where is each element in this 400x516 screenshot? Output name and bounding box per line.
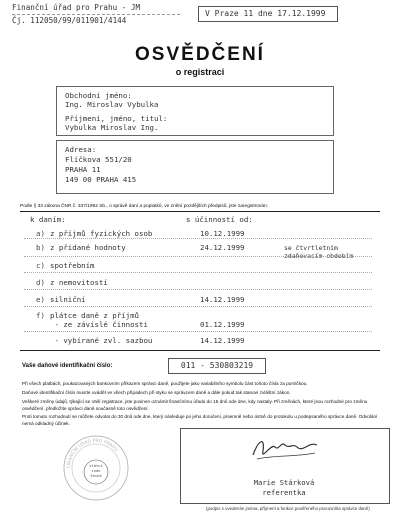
tax-row-label: plátce daně z příjmů - ze závislé činnosti [50,311,148,329]
law-text: Podle § 33 zákona ČNR č. 337/1992 Sb., o správě daní a poplatků, ve znění pozdějších předpisů, jste zaregistrován: [20,204,268,209]
stamp-center-text: státní znak česká [89,463,103,478]
signature-footnote: (podpis s uvedením jména, příjmení a funkce pověřeného pracovníka správce daně) [206,506,370,511]
address-line: 149 00 PRAHA 415 [65,175,137,184]
row-mark: b) [36,243,45,252]
info-paragraph: Při všech platbách, poukazovaných bankovním příkazem správci daně, použijete jako variabilního symbolu část tohoto čísla za pomlčkou. [22,381,308,386]
tax-row-date: 14.12.1999 [200,336,245,345]
date-place-box: V Praze 11 dne 17.12.1999 [198,6,338,22]
signature-icon [245,433,325,465]
person-value: Vybulka Miroslav Ing. [65,123,159,132]
address-line: PRAHA 11 [65,165,101,174]
tax-row-date: 01.12.1999 [200,320,245,329]
tax-id-value: 011 - 530803219 [168,358,266,374]
tax-row-label: silniční [50,295,86,304]
document-title: OSVĚDČENÍ [135,44,265,65]
official-stamp [16,428,172,502]
row-divider [24,272,372,273]
company-name-label: Obchodní jméno: [65,91,132,100]
signatory [180,478,388,497]
column-header-tax: k daním: [30,215,66,224]
tax-row-label: z příjmů fyzických osob [50,229,153,238]
tax-row-label: - vybírané zvl. sazbou [50,336,153,345]
row-mark: d) [36,278,45,287]
info-paragraph: Veškeré změny údajů, týkající se Vaší registrace, jste povinen oznámit finančnímu úřadu do 15 dnů ode dne, kdy nastaly. Při změnách, které jsou rozhodné pro změnu osvědčení, předložíte správci daně současně toto osvědčení. [22,399,368,411]
address-line: Flíčkova 551/20 [65,155,132,164]
company-name-value: Ing. Miroslav Vybulka [65,100,159,109]
tax-row-note: se čtvrtletním zdaňovacím obdobím [284,244,354,260]
tax-row-label: spotřebním [50,261,95,270]
tax-row-label: z přidané hodnoty [50,243,126,252]
info-paragraph: Proti tomuto rozhodnutí se můžete odvolat do 30 dnů ode dne, který následuje po jeho doručení, písemně nebo ústně do protokolu u podepsaného správce daně. Odvolání nemá odkladný účinek. [22,414,378,426]
address-label: Adresa: [65,145,97,154]
reference-number: Čj. 112050/99/011901/4144 [12,16,127,25]
person-label: Příjmení, jméno, titul: [65,114,168,123]
row-divider [24,256,372,257]
row-mark: c) [36,261,45,270]
signatory-role: referentka [262,487,306,497]
info-paragraph: Daňové identifikační číslo musíte uvádět ve všech případech při styku se správcem daně a dále pokud tak stanoví zvláštní zákon. [22,390,291,395]
table-bottom-rule [20,350,380,351]
row-divider [24,289,372,290]
column-header-effective: s účinností od: [186,215,253,224]
signatory-name: Marie Stárková [253,478,315,487]
row-mark: a) [36,229,45,238]
row-divider [24,306,372,307]
tax-row-date: 14.12.1999 [200,295,245,304]
stamp-ring-text: FINANČNÍ ÚŘAD PRO PRAHU [66,438,119,469]
row-mark: f) [36,311,45,320]
row-divider [24,238,372,239]
tax-id-label: Vaše daňové identifikační číslo: [22,363,113,369]
row-mark: e) [36,295,45,304]
tax-row-label: z nemovitostí [50,278,108,287]
document-subtitle: o registraci [175,67,225,77]
row-divider [24,331,372,332]
office-name: Finanční úřad pro Prahu - JM [12,3,141,12]
tax-row-date: 24.12.1999 [200,243,245,252]
tax-row-date: 10.12.1999 [200,229,245,238]
